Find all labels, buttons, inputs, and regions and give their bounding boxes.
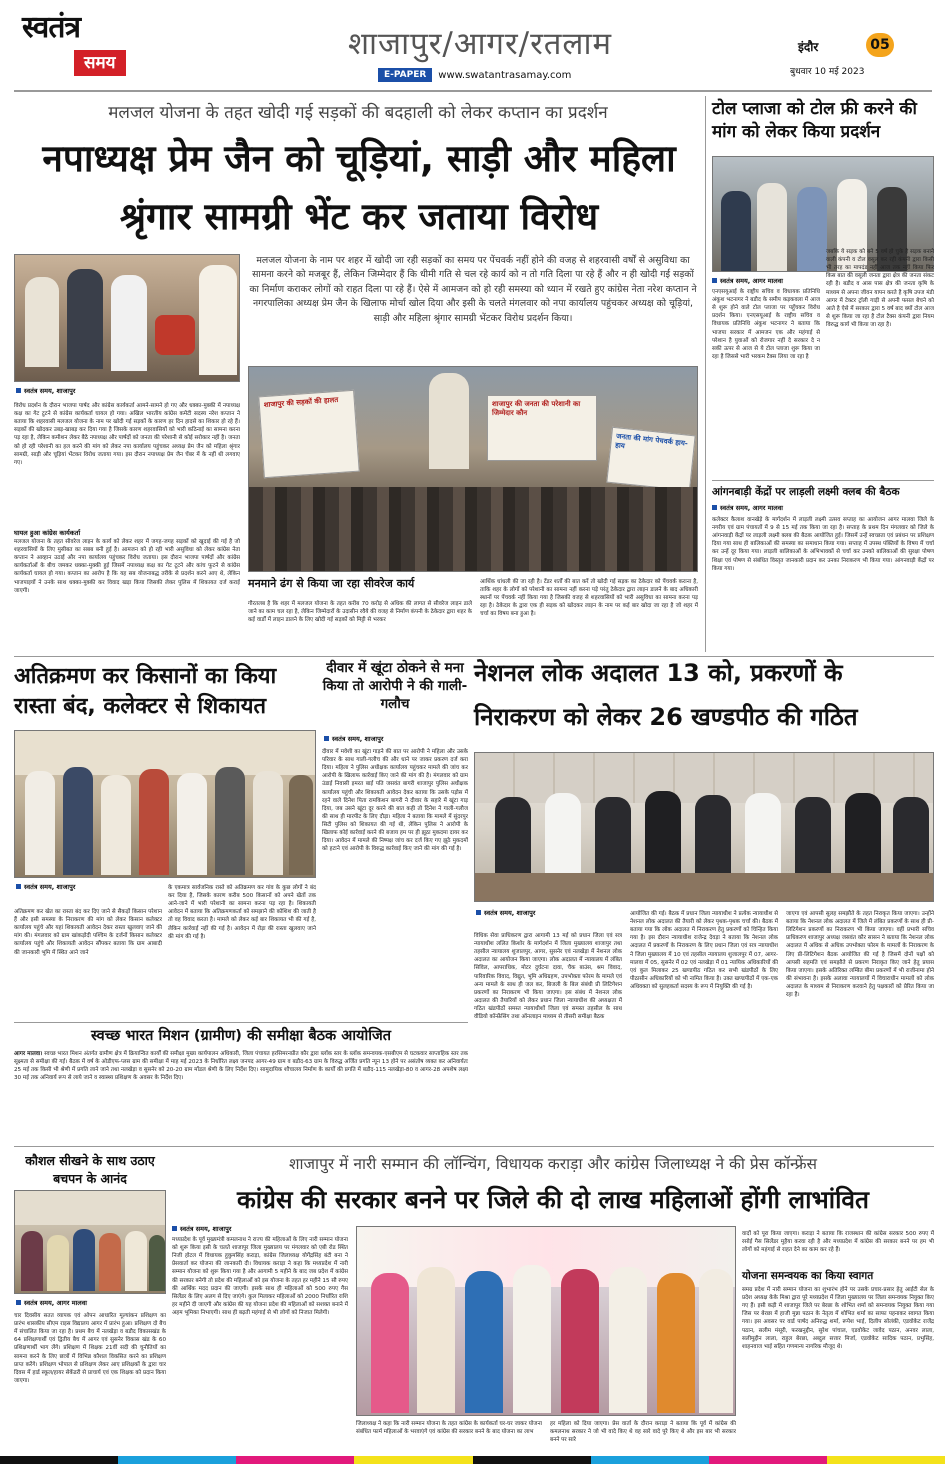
anganwadi-headline: आंगनबाड़ी केंद्रों पर लाड़ली लक्ष्मी क्लब की बैठक — [712, 486, 900, 498]
logo-top: स्वतंत्र — [22, 10, 81, 45]
wall-byline — [324, 734, 383, 743]
anganwadi-body: कलेक्टर कैलाश वानखेड़े के मार्गदर्शन में लाड़ली लक्ष्मी उत्सव सप्ताह का आयोजन आगर मालवा जिले के नगरीय एवं ग्राम पंचायतों में 9 से 15 मई तक किया जा रहा है। सप्ताह के प्रथम दिन मंगलवार को जिले के आंगनवाड़ी केंद्रों पर लाड़ली लक्ष्मी क्लब की बैठक आयोजित हुई। जिसमें उन्हें स्वच्छता एवं प्रबंधन पर प्रशिक्षण दिया गया साथ ही बालिकाओं की समस्या का समाधान किया गया। सप्ताह में उपस्थ पंक्तियों के विषय में चर्चा कर उन्हें दूर किया गया। लाड़ली बालिकाओं के अभिभावकों से चर्चा कर उनको बालिकाओं की सुरक्षा पोषण शिक्षा एवं पोषण से संबंधित विस्तृत जानकारी प्रदान कर उनका निराकरण भी किया गया। आंगनवाड़ी केंद्रों पर किया गया। — [712, 517, 934, 572]
encroach-byline — [16, 882, 75, 891]
lead-byline-text: स्वतंत्र समय, शाजापुर — [24, 387, 76, 395]
section-divider-1 — [14, 656, 934, 657]
anganwadi-byline — [712, 503, 783, 512]
congress-body-right: वादों को पूरा किया जाएगा। कराड़ा ने बताया कि राजस्थान की कांग्रेस सरकार 500 रुपए में रसोई गैस सिलेंडर मुहैया करवा रही है और मध्यप्रदेश में कांग्रेस की सरकार बनने पर हम भी लोगों को महंगाई से राहत देने का काम कर रहे हैं। — [742, 1231, 934, 1254]
skill-body: चार दिवसीय सतत व्यापक एवं ओपन आधारित मूल्यांकन प्रशिक्षण का प्रारंभ शासकीय सीएम राइस विद्यालय आगर में प्रारंभ हुआ। प्रशिक्षण दो बैच में संचालित किया जा रहा है। प्रथम बैच में नलखेड़ा व बडौद विकासखंड के 64 प्रशिक्षणार्थी एवं द्वितीय बैच में आगर एवं सुसनेर विकास खंड के 60 प्रशिक्षणार्थी भाग लेंगे। प्रशिक्षण में शिक्षक 21वीं सदी की चुनौतियों का सामना करने के लिए छात्रों में विभिन्न कौशल विकसित करने का प्रशिक्षण प्राप्त करेंगे। प्रशिक्षण भोपाल से प्रशिक्षण लेकर आए प्रशिक्षकों के द्वारा चार दिवस में हार्ड स्कूल/हायर सेकेंडरी से प्राचार्य एवं एक शिक्षक को प्रदान किया जाएगा। — [14, 1313, 166, 1384]
lead-byline — [16, 386, 75, 395]
congress-photo — [356, 1226, 736, 1416]
protest-sign-3: जनता की मांग पेचवर्क हाय-हाय — [606, 427, 695, 491]
toll-body-left: एनएसयूआई के राष्ट्रीय सचिव व विधायक प्रतिनिधि अंकुश भटनागर ने बडौद के समीप कड़कवला में आज से शुरू होने वाले टोल प्लाजा पर पहुँचकर विरोध प्रदर्शन किया। एनएसयूआई के राष्ट्रीय सचिव व विधायक प्रतिनिधि अंकुश भटनागर ने बताया कि भाजपा सरकार में आमजन एक और महंगाई से परेशान है युवाओं को रोजगार नहीं दे सरकार दे न सकी ऊपर से आज से ये टोल प्लाजा शुरू किया जा रहा है जिससे भारी भरकम टैक्स लिया जा रहा है — [712, 289, 820, 360]
byline-marker-icon — [172, 1226, 177, 1231]
byline-marker-icon — [712, 278, 717, 283]
congress-body-bottom2: हर महिला को दिया जाएगा। प्रेस वार्ता के दौरान कराड़ा ने बताया कि पूर्व में कांग्रेस की कमलनाथ सरकार ने जो भी वादे किए थे वह सारे वादे पूरे किए थे और इस बार भी सरकार बनने पर सारे — [550, 1421, 736, 1444]
edition-title: शाजापुर/आगर/रतलाम — [347, 26, 613, 62]
skill-photo — [14, 1190, 166, 1294]
epaper-label: E-PAPER — [378, 68, 432, 82]
skill-byline — [16, 1298, 87, 1307]
byline-marker-icon — [712, 505, 717, 510]
swachh-dateline: आगर मालवा। — [14, 1051, 43, 1057]
coordinator-headline: योजना समन्वयक का किया स्वागत — [742, 1270, 874, 1282]
skill-byline-text: स्वतंत्र समय, आगर मालवा — [24, 1299, 87, 1307]
masthead-divider — [14, 90, 932, 92]
wall-body: दीवार में मवेशी का खूंटा गाड़ने की बात पर आरोपी ने महिला और उसके परिवार के साथ गाली-गलौच की और धाने पर जाकर प्रकरण दर्ज करा दिया। महिला ने पुलिस अधीक्षक कार्यालय पहुंचकर मामले की जांच कर आरोपी के खिलाफ कार्रवाई किए जाने की मांग की है। मंगलवार को ग्राम उंडाई निवासी इमरत बाई पति जसवंत बागरी शाजापुर पुलिस अधीक्षक कार्यालय पहुंची और शिकायती आवेदन देकर बताया कि उसके पड़ोस में रहने वाले दिनेश पिता रामकिशन बागरी ने दीवार के सहारे में खूंटा गाड़ दिया, जब उसने खूंटा दूर करने की बात कही तो दिनेश ने गाली-गलौज की साथ ही मारपीट के लिए दौड़ा। महिला ने बताया कि मामले में सुंदरपुर सिटी पुलिस को शिकायत की गई थी, लेकिन पुलिस ने आरोपी के खिलाफ कोई कार्रवाई करने की बजाय हम पर ही झूठा मुकदमा दायर कर दिया। आवेदन में मामले की निष्पक्ष जांच कर दर्ज किए गए झूठे मुकदमों को हटाने एवं आरोपी के विरुद्ध कार्रवाई किए जाने की मांग की गई है। — [322, 749, 468, 853]
date-label: बुधवार 10 मई 2023 — [790, 67, 865, 77]
protest-sign-2: शाजापुर की जनता की परेशानी का जिम्मेदार कौन — [487, 395, 597, 461]
court-photo — [474, 752, 934, 902]
encroach-body-left: अतिक्रमण कर खेत का रास्ता बंद कर दिए जाने से सैकड़ों किसान परेशान हैं और इसी समस्या के निराकरण की मांग को लेकर किसान कलेक्टर कार्यालय पहुंचे और यहां शिकायती आवेदन देकर रास्ता खुलवाए जाने की मांग की। मंगलवार को ग्राम खांकड़ोदी पश्चिम के दर्जनों किसान कलेक्टर कार्यालय पहुंचे और शिकायती आवेदन सौंपकर बताया कि ग्राम आबादी की जानकारी भूमि में स्थित आने जाने — [14, 909, 162, 956]
swachh-body-wrap — [14, 1050, 468, 1142]
lead-intro: मलजल योजना के नाम पर शहर में खोदी जा रही सड़कों का समय पर पेंचवर्क नहीं होने की वजह से शहरवासी वर्षों से असुविधा का सामना करने को मजबूर हैं, लेकिन जिम्मेदार हैं कि धीमी गति से चल रहे कार्य को न तो गति दिला पा रहे हैं और न ही खोदी गई सड़कों का निर्माण कराकर लोगों को राहत दिला पा रहे हैं। ऐसे में आमजन को हो रही समस्या को ध्यान में रखते हुए कांग्रेस नेता नरेश कप्तान ने नगरपालिका अध्यक्ष प्रेम जैन के खिलाफ मोर्चा खोल दिया और इसी के चलते मंगलवार को नपा कार्यालय पहुंचकर अध्यक्ष को चूड़ियां, साड़ी और महिला श्रृंगार सामग्री भेंटकर विरोध प्रदर्शन किया। — [249, 255, 697, 324]
lead-body-right: आर्थिक धांधली की जा रही है। टेंडर शर्तों की बात करें तो खोदी गई सड़क का ठेकेदार को पेंचवर्क कराना है, ताकि शहर के लोगों को परेशानी का सामना नहीं करना पड़े परंतु ठेकेदार द्वारा लाइन डालने के बाद अधिकारी स्थानों पर पेंचवर्क नहीं किया गया है जिसकी वजह से शहरवासियों को भारी असुविधा का सामना करना पड़ रहा है। ठेकेदार के द्वारा एक ही सड़क को खोदकर लाइन के नाम पर कई बार खोदा जा रहा है जो शहर में चर्चा का विषय बना हुआ है। — [480, 579, 698, 618]
byline-marker-icon — [16, 884, 21, 889]
encroach-headline: अतिक्रमण कर किसानों का किया रास्ता बंद, कलेक्टर से शिकायत — [14, 664, 277, 720]
congress-headline: कांग्रेस की सरकार बनने पर जिले की दो लाख महिलाओं होंगी लाभांवित — [236, 1185, 869, 1214]
court-headline-line2: निराकरण को लेकर 26 खण्डपीठ की गठित — [474, 703, 858, 731]
lead-body-left: विरोध प्रदर्शन के दौरान भाजपा पार्षद और कांग्रेस कार्यकर्ता आमने-सामने हो गए और धक्का-मुक्की में नपाध्यक्ष कक्ष का गेट टूटने से कांग्रेस कार्यकर्ता घायल हो गया। अखिल भारतीय कांग्रेस कमेटी सदस्य नरेश कप्तान ने बताया कि शहरवासी मलजल योजना के नाम पर खोदी गई सड़कों के कारण हर दिन हादसे का शिकार हो रहे हैं। सड़कों की खोदकर उबड़-खाबड़ कर दिया गया है जिसके कारण शहरवासियों को भारी कठिनाई का सामना करना पड़ रहा है, लेकिन कमीशन लेकर बैठे नपाध्यक्ष और पार्षदों को जनता की परेशानी से कोई सरोकार नहीं है। जनता को हो रही परेशानी का हल करने की मांग को लेकर नपा कार्यालय पहुंचकर अध्यक्ष प्रेम जैन को महिला श्रृंगार सामग्री, साड़ी और चूड़ियां भेंटकर विरोध जताया गया। इस दौरान नपाध्यक्ष प्रेम जैन चेंबर में के नहीं थी लगवाए गए। — [14, 403, 240, 466]
byline-marker-icon — [324, 736, 329, 741]
swachh-divider — [14, 1022, 468, 1023]
lead-body-mid: गौरतलब है कि शहर में मलजल योजना के तहत करीब 70 करोड़ से अधिक की लागत से सीवरेज लाइन डाले जाने का काम चल रहा है, लेकिन जिम्मेदारों के उदासीन रवैये की वजह से निर्माण कंपनी के ठेकेदार द्वारा शहर के कई वार्डों में लाइन डालने के लिए खोदी गई सड़कों को मिट्टी से भरकर — [248, 601, 472, 624]
congress-kicker: शाजापुर में नारी सम्मान की लॉन्चिंग, विधायक कराड़ा और कांग्रेस जिलाध्यक्ष ने की प्रेस कॉन्फ्रेंस — [289, 1155, 817, 1173]
court-headline-line1: नेशनल लोक अदालत 13 को, प्रकरणों के — [474, 659, 843, 687]
encroach-photo — [14, 730, 316, 878]
print-registration-bar — [0, 1456, 945, 1464]
congress-body-bottom1: जिलाध्यक्ष ने कहा कि नारी सम्मान योजना के तहत कांग्रेस के कार्यकर्ता घर-घर जाकर योजना संबंधित फार्म महिलाओं के भरवाएंगे एवं कांग्रेस की सरकार बनने के बाद योजना का लाभ — [356, 1421, 542, 1436]
swachh-headline: स्वच्छ भारत मिशन (ग्रामीण) की समीक्षा बैठक आयोजित — [91, 1028, 391, 1044]
swachh-body: स्वच्छ भारत मिशन अंतर्गत ग्रामीण क्षेत्र में क्रियान्वित कार्यों की समीक्षा मुख्य कार्यपालन अधिकारी, जिला पंचायत हरसिमरनप्रीत कौर द्वारा ब्लॉक स्तर के ब्लॉक समन्वयक-एसबीएम से घटकवार साप्ताहिक स्तर तक सूक्ष्मता से समीक्षा की गई। बैठक में वर्ष के ओडीएफ-प्लस ग्राम की समीक्षा में माह मई 2023 के निर्धारित लक्ष्य जनपद आगर-49 ग्राम व बडौद-63 ग्राम के विरुद्ध अर्जित प्रगति न्यून 13 होने पर असंतोष व्यक्त कर अनिवार्यतः 25 मई तक किसी भी श्रेणी में प्रगति लाने जाने तथा नलखेड़ा व सुसनेर को 20-20 ग्राम मॉडल श्रेणी के लिए निर्देश दिए। सामुदायिक शौचालय निर्माण के कार्यों की प्रगति में बडौद-115 नलखेड़ा-80 व आगर-28 अपशेष लक्ष्य 30 मई तक अनिवार्य रूप से लाये जाने व स्वास्थ्य प्रशिक्षण के अवसर के निर्देश दिए। — [14, 1051, 468, 1082]
anganwadi-divider — [712, 480, 934, 481]
wall-headline: दीवार में खूंटा ठोकने से मना किया तो आरोपी ने की गाली-गलौच — [322, 660, 468, 712]
masthead — [0, 0, 945, 90]
lead-headline-line2: श्रृंगार सामग्री भेंट कर जताया विरोध — [119, 195, 599, 238]
lead-subhead-left: घायल हुआ कांग्रेस कार्यकर्ता — [14, 529, 81, 537]
encroach-body-right: के एकमात्र सार्वजनिक रास्ते को अतिक्रमण कर गांव के कुछ लोगों ने बंद कर दिया है, जिसके कारण करीब 500 किसानों को अपने खेतों तक आने-जाने में भारी परेशानी का सामना करना पड़ रहा है। शिकायती आवेदन में बताया कि अतिक्रमणकर्ता को समझाने की कोशिश की जाती है तो वह विवाद करता है। मामले को लेकर कई बार शिकायत भी की गई है, लेकिन कार्रवाई नहीं की गई है। आवेदन में रोड़ा की रास्ता खुलवाए जाने की मांग की गई है। — [168, 885, 316, 940]
epaper-bar — [378, 68, 778, 82]
protest-sign-1: शाजापुर की सड़कों की हालत — [258, 390, 359, 478]
page-number-badge: 05 — [866, 33, 894, 57]
coordinator-body: समग्र प्रदेश में नारी सम्मान योजना का शुभारंभ होने पर उसके प्रचार-प्रसार हेतु आईटी सेल के प्रदेश अध्यक्ष केके मिश्रा द्वारा पूरे मध्यप्रदेश में जिला मुख्यालय पर जिला समन्वयक नियुक्त किए गए हैं। इसी कड़ी में शाजापुर जिले पर बेरछा के शोभित शर्मा को समन्वयक नियुक्त किया गया जिस पर बेरछा में हाजी मुन्ना पठान के नेतृत्व में शोभित शर्मा का साफा पहनाकर स्वागत किया गया। इस अवसर पर वार्ड पार्षद अनिरुद्ध शर्मा, रूपेश भाई, दिलीप सोलंकी, एडवोकेट राजेंद्र पठान, सलीम मंसूरी, फरखनुद्दीन, सुरेश पांचाल, एडवोकेट जावेद पठान, अनवर लाला, सलीमुद्दीन लाला, राहुल बेरछा, अब्दुल सत्तार मिर्जा, एडवोकेट सादिक पठान, प्रभुसिंह, शाहनवाज भाई सहित गणमान्य नागरिक मौजूद थे। — [742, 1287, 934, 1350]
court-col2: आयोजित की गई। बैठक में प्रधान जिला न्यायाधीश ने प्रत्येक न्यायाधीश से नेशनल लोक अदालत की तैयारी को लेकर पृथक-पृथक चर्चा की। बैठक में बताया गया कि लोक अदालत में निराकरण हेतु प्रकरणों को चिन्हित किया गया है। इस दौरान न्यायाधीश राजेन्द्र देवड़ा ने बताया कि नेशनल लोक अदालत में प्रकरणों के निराकरण के लिए प्रधान जिला एवं सत्र न्यायाधीश ने जिला मुख्यालय में 10 एवं तहसील न्यायालय शुजालपुर में 07, आगर-मालवा में 05, सुसनेर में 02 एवं नलखेड़ा में 01 न्यायिक अधिकारियों की एवं कुल मिलाकर 25 खण्डपीठ गठित कर सभी खंडपीठों के लिए पीठासीन अधिकारियों को भी नामित किया है। उक्त खण्डपीठों में एक-एक अधिवक्ता को सुलहकर्ता सदस्य के रूप में नियुक्ति की गई है। — [630, 911, 778, 990]
anganwadi-byline-text: स्वतंत्र समय, आगर मालवा — [720, 504, 783, 512]
wall-byline-text: स्वतंत्र समय, शाजापुर — [332, 735, 384, 743]
lead-headline-line1: नपाध्यक्ष प्रेम जैन को चूड़ियां, साड़ी और महिला — [42, 137, 676, 180]
lead-photo-left — [14, 254, 240, 382]
toll-body-right: जबकि ये सड़क को बने 5 वर्ष हो चुके है सड़क बनाने वाली कंपनी व टोल वसूल कर रही कंपनी द्वारा किसी भी तरह का मापदंड नहीं आज तक नहीं किया फिर किस बात की वसूली जनता द्वारा क्षेत्र की जनता संकट रही है। बडौद व आस पास क्षेत्र की जनता कृषि के माध्यम से अपना जीवन यापन करते है कृषि उपज मंडी आगर में टेक्टर ट्रॉली गाड़ी से अपनी फसल बेचने को आते है ऐसे में सरकार द्वारा 5 वर्ष बाद क्यों टोल आज से शुरू किया जा रहा है टोल टैक्स कंपनी द्वारा नियम विरुद्ध कार्य भी किया जा रहा है। — [826, 249, 934, 328]
encroach-byline-text: स्वतंत्र समय, शाजापुर — [24, 883, 76, 891]
toll-byline — [712, 276, 783, 285]
congress-body-left: मध्यप्रदेश के पूर्व मुख्यमंत्री कमलनाथ ने राज्य की महिलाओं के लिए नारी सम्मान योजना को शुरू किया इसी के चलते शाजापुर जिला मुख्यालय पर मंगलवार को एबी रोड स्थित निजी होटल में विधायक हुकुमसिंह कराड़ा, कांग्रेस जिलाध्यक्ष योगेंद्रसिंह बंटी बना ने प्रेसवार्ता कर योजना की जानकारी दी। विधायक कराड़ा ने कहा कि मध्यप्रदेश में नारी सम्मान योजना को शुरू किया गया है और आगामी 5 महीने के बाद जब प्रदेश में कांग्रेस की सरकार बनेगी तो प्रदेश की महिलाओं को इस योजना के तहत हर महीने 15 सौ रुपए की आर्थिक मदद प्रदान की जाएगी। इसके साथ ही महिलाओं को 500 रुपए गैस सिलेंडर के लिए अलग से दिए जाएंगे। कुल मिलाकर महिलाओं को 2000 निर्धारित राशि हर महीने दी जाएगी और कांग्रेस की यह योजना प्रदेश की महिलाओं को सशक्त बनाने में अहम भूमिका निभाएगी। साथ ही बढ़ती महंगाई से भी लोगों को निजात मिलेगी। — [172, 1237, 348, 1316]
byline-marker-icon — [16, 388, 21, 393]
congress-byline-text: स्वतंत्र समय, शाजापुर — [180, 1225, 232, 1233]
section-divider-2 — [14, 1146, 934, 1147]
logo — [22, 10, 162, 80]
byline-marker-icon — [16, 1300, 21, 1305]
lead-body-left2: मलजल योजना के तहत सीवरेज लाइन के कार्य को लेकर शहर में जगह-जगह सड़कों को खुदाई की गई है जो शहरवासियों के लिए मुसीबत का सबब बनी हुई है। आमजन को हो रही भारी असुविधा को लेकर कांग्रेस नेता कप्तान ने आव्हान उठाई और नपा कार्यालय पहुंचकर विरोध जताया। इस दौरान भाजपा पार्षदों और कांग्रेस कार्यकर्ताओं के बीच जमकर धक्का-मुक्की हुई जिसमें नपाध्यक्ष कक्ष का गेट टूटने और कांच फूटने से कांग्रेस कार्यकर्ता घायल हो गया। कप्तान का आरोप है कि यह सब योजनाबद्ध तरीके से प्रदर्शन करने आए थे, लेकिन भाजपाइयों ने उनके साथ धक्का-मुक्की कर विवाद खड़ा किया जिसकी लेकर पुलिस में शिकायत दर्ज कराई जाएगी। — [14, 539, 240, 594]
byline-marker-icon — [476, 910, 481, 915]
court-byline — [476, 908, 535, 917]
lead-photo-caption: मनमाने ढंग से किया जा रहा सीवरेज कार्य — [248, 577, 415, 590]
congress-byline — [172, 1224, 231, 1233]
lead-photo-main — [248, 366, 698, 572]
toll-byline-text: स्वतंत्र समय, आगर मालवा — [720, 277, 783, 285]
logo-bottom: समय — [74, 50, 126, 76]
city-label: इंदौर — [798, 40, 819, 54]
lead-kicker: मलजल योजना के तहत खोदी गई सड़कों की बदहाली को लेकर कप्तान का प्रदर्शन — [108, 103, 608, 123]
court-col1: विधिक सेवा प्राधिकरण द्वारा आगामी 13 मई को प्रधान जिला एवं सत्र न्यायाधीश ललित किशोर के मार्गदर्शन में जिला मुख्यालय शाजापुर तथा तहसील न्यायालय शुजालपुर, आगर, सुसनेर एवं नलखेड़ा में नेशनल लोक अदालत का आयोजन किया जाएगा। लोक अदालत में न्यायालय में लंबित सिविल, आपराधिक, मोटर दुर्घटना दावा, चैक बाउंस, श्रम विवाद, पारिवारिक विवाद, विद्युत, भूमि अधिग्रहण, उपभोक्ता फोरम के मामले एवं अन्य मामले के साथ ही जल कर, बिजली के बिल संबंधी प्री लिटिगेशन प्रकरणों का निराकरण भी किया जाएगा। इस संबंध में नेशनल लोक अदालत की तैयारियों को लेकर प्रधान जिला न्यायाधीश की अध्यक्षता में गठित खंडपीठों समस्त न्यायाधीशों जिला एवं समस्त तहसील के साथ वीडियो कॉन्फ्रेंसिंग तथा ऑनलाइन माध्यम से तीसरी समीक्षा बैठक — [474, 933, 622, 1021]
toll-headline: टोल प्लाजा को टोल फ्री करने की मांग को लेकर किया प्रदर्शन — [712, 99, 917, 142]
website-link[interactable]: www.swatantrasamay.com — [438, 69, 572, 81]
column-divider-right — [705, 96, 706, 652]
court-col3: जाएगा एवं आपसी सुलह समझौते के तहत निराकृत किया जाएगा। उन्होंने बताया कि नेशनल लोक अदालत में जिले में लंबित प्रकरणों के साथ ही प्री-लिटिगेशन प्रकरणों का निराकरण भी किया जाएगा। वहीं प्रभारी सचिव प्राधिकरण शाजापुर अध्यक्ष जसवंत कौर सासन ने बताया कि नेशनल लोक अदालत में अधिक से अधिक उपभोक्ता फोरम के मामलों के निराकरण के लिए प्री-लिटिगेशन बैठक आयोजित की गई है जिसमें दोनों पक्षों को आपसी सहमति एवं समझौते से प्रकरण निराकृत किए जाने हेतु प्रयास किया जाएगा। इसके अतिरिक्त लम्बित बीमा प्रकरणों में भी राजीनामा होने की संभावना है। इसके अलावा न्यायालयों में विचाराधीन मामलों को लोक अदालत के माध्यम से निराकरण करवाने हेतु पक्षकारों को प्रेरित किया जा रहा है। — [786, 911, 934, 999]
court-byline-text: स्वतंत्र समय, शाजापुर — [484, 909, 536, 917]
skill-headline: कौशल सीखने के साथ उठाए बचपन के आनंद — [25, 1153, 155, 1186]
